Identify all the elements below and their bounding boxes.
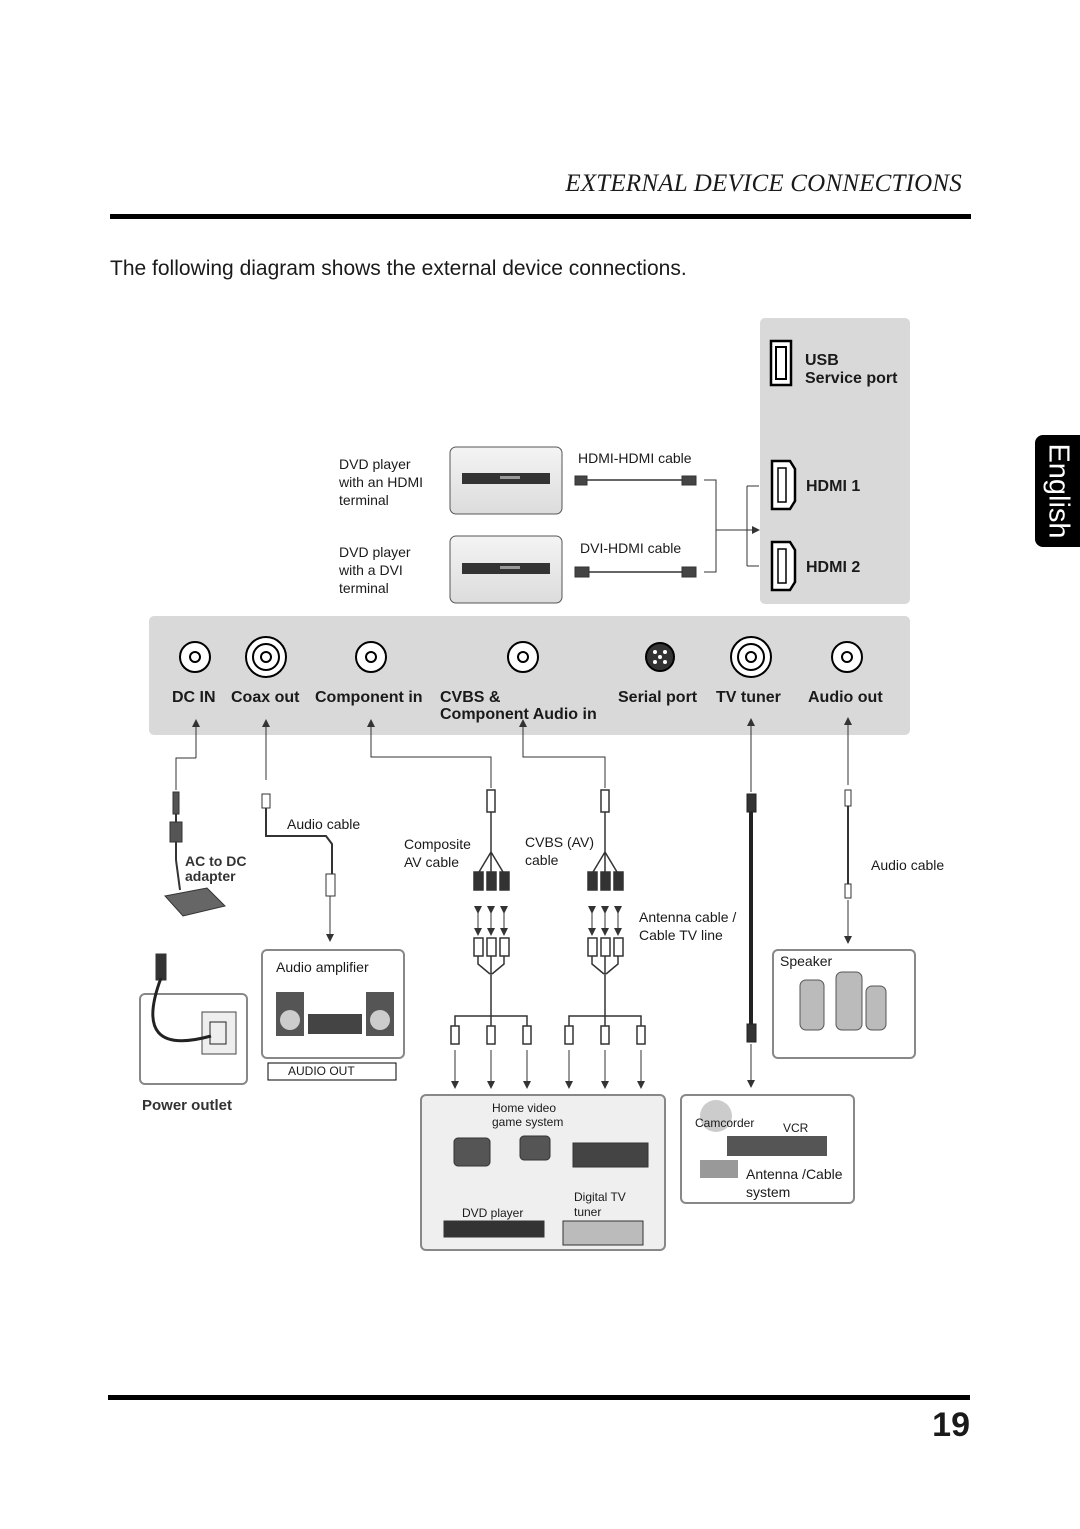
dvi-cable-label: DVI-HDMI cable bbox=[580, 540, 682, 556]
page-number: 19 bbox=[932, 1406, 970, 1444]
cvbs-label-2: Component Audio in bbox=[440, 706, 597, 723]
speaker-label: Speaker bbox=[780, 953, 833, 969]
home-video-label-1: Home video bbox=[492, 1101, 557, 1115]
audio-cable-right bbox=[845, 790, 851, 940]
antenna-cable-label-2: Cable TV line bbox=[639, 927, 723, 943]
power-outlet-label: Power outlet bbox=[142, 1097, 233, 1114]
antenna-cable bbox=[747, 794, 756, 1084]
section-title: EXTERNAL DEVICE CONNECTIONS bbox=[565, 170, 962, 197]
dvd-hdmi-label-3: terminal bbox=[339, 492, 389, 508]
power-outlet-icon bbox=[202, 1012, 236, 1054]
hdmi-cable-label: HDMI-HDMI cable bbox=[578, 450, 692, 466]
vcr-label: VCR bbox=[783, 1121, 809, 1135]
component-in-label: Component in bbox=[315, 689, 423, 706]
dvd-player-label: DVD player bbox=[462, 1206, 524, 1220]
serial-port-label: Serial port bbox=[618, 689, 698, 706]
audio-cable-left-label: Audio cable bbox=[287, 816, 361, 832]
ac-dc-adapter-icon bbox=[165, 888, 225, 916]
camcorder-label: Camcorder bbox=[695, 1116, 755, 1130]
digital-tv-label-2: tuner bbox=[574, 1205, 602, 1219]
intro-text: The following diagram shows the external device connections. bbox=[110, 257, 687, 280]
audio-amplifier-label: Audio amplifier bbox=[276, 959, 369, 975]
ac-dc-label-2: adapter bbox=[185, 868, 236, 884]
antenna-icon bbox=[700, 1160, 738, 1178]
dc-in-label: DC IN bbox=[172, 689, 216, 706]
home-video-label-2: game system bbox=[492, 1115, 564, 1129]
hdmi1-label: HDMI 1 bbox=[806, 478, 861, 495]
coax-out-label: Coax out bbox=[231, 689, 300, 706]
language-tab-label: English bbox=[1042, 443, 1074, 539]
dvd-hdmi-label-2: with an HDMI bbox=[339, 474, 424, 490]
audio-out-label: Audio out bbox=[808, 689, 883, 706]
hdmi2-label: HDMI 2 bbox=[806, 559, 861, 576]
cvbs-av-label-1: CVBS (AV) bbox=[525, 834, 594, 850]
vcr-icon bbox=[727, 1136, 827, 1156]
audio-cable-right-label: Audio cable bbox=[871, 857, 945, 873]
composite-label-1: Composite bbox=[404, 836, 471, 852]
usb-service-label: Service port bbox=[805, 370, 898, 387]
cvbs-label-1: CVBS & bbox=[440, 689, 501, 706]
dvd-dvi-label-1: DVD player bbox=[339, 544, 411, 560]
usb-label: USB bbox=[805, 352, 839, 369]
antenna-system-label-1: Antenna /Cable bbox=[746, 1166, 843, 1182]
tv-tuner-label: TV tuner bbox=[716, 689, 781, 706]
cvbs-av-label-2: cable bbox=[525, 852, 559, 868]
antenna-cable-label-1: Antenna cable / bbox=[639, 909, 737, 925]
digital-tv-label-1: Digital TV bbox=[574, 1190, 626, 1204]
audio-out-box-label: AUDIO OUT bbox=[288, 1064, 355, 1078]
dvd-dvi-label-3: terminal bbox=[339, 580, 389, 596]
hdmi-hdmi-cable bbox=[575, 476, 744, 530]
composite-label-2: AV cable bbox=[404, 854, 459, 870]
dvd-dvi-label-2: with a DVI bbox=[339, 562, 403, 578]
dvd-hdmi-label-1: DVD player bbox=[339, 456, 411, 472]
ac-dc-label-1: AC to DC bbox=[185, 853, 247, 869]
antenna-system-label-2: system bbox=[746, 1184, 791, 1200]
footer-rule bbox=[108, 1395, 970, 1400]
